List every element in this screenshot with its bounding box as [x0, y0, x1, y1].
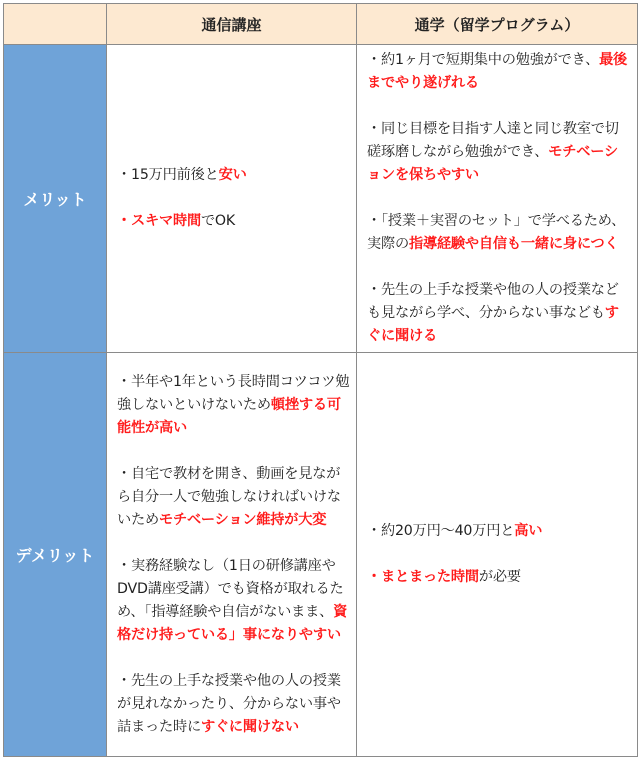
list-item: ・スキマ時間でOK: [117, 213, 235, 229]
demerit-commuting-cell: [357, 353, 638, 757]
demerit-label: デメリット: [4, 353, 107, 757]
list-item: ・「授業＋実習のセット」で学べるため、実際の指導経験や自信も一緒に身につく: [367, 213, 626, 252]
list-item: ・15万円前後と安い: [117, 167, 247, 183]
merit-label: メリット: [4, 45, 107, 353]
demerit-row: [4, 353, 638, 757]
header-commuting-program: 通学（留学プログラム）: [357, 4, 638, 45]
list-item: ・約20万円〜40万円と高い: [367, 523, 543, 539]
list-item: ・まとまった時間が必要: [367, 569, 521, 585]
demerit-correspondence-cell: [107, 353, 357, 757]
list-item: ・約1ヶ月で短期集中の勉強ができ、最後までやり遂げれる: [367, 52, 628, 91]
merit-correspondence-cell: [107, 45, 357, 353]
list-item: ・先生の上手な授業や他の人の授業なども見ながら学べ、分からない事などもすぐに聞ける: [367, 282, 619, 344]
merit-row: [4, 45, 638, 353]
list-item: ・自宅で教材を開き、動画を見ながら自分一人で勉強しなければいけないためモチベーション維持が大変: [117, 465, 341, 528]
header-correspondence-course: 通信講座: [107, 4, 357, 45]
comparison-table: [3, 3, 638, 757]
header-row: [4, 4, 638, 45]
merit-commuting-cell: [357, 45, 638, 353]
list-item: ・同じ目標を目指す人達と同じ教室で切磋琢磨しながら勉強ができ、モチベーションを保ちやすい: [367, 121, 619, 183]
list-item: ・先生の上手な授業や他の人の授業が見れなかったり、分からない事や詰まった時にすぐに聞けない: [117, 672, 341, 735]
list-item: ・実務経験なし（1日の研修講座やDVD講座受講）でも資格が取れるため、「指導経験や自信がないまま、資格だけ持っている」事になりやすい: [117, 557, 348, 643]
list-item: ・半年や1年という長時間コツコツ勉強しないといけないため頓挫する可能性が高い: [117, 373, 350, 436]
header-corner: [4, 4, 107, 45]
